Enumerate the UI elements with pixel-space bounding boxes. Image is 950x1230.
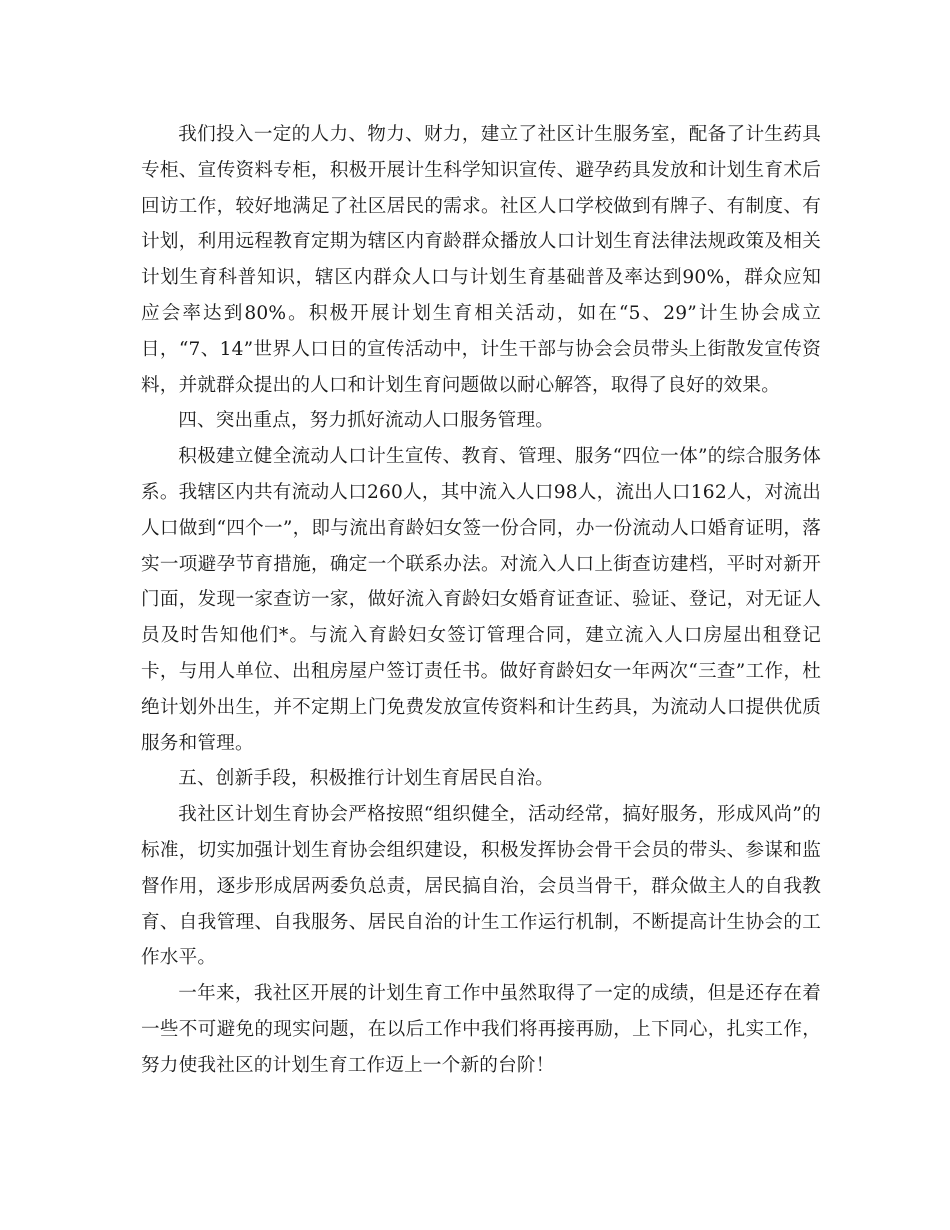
paragraph-conclusion: 一年来，我社区开展的计划生育工作中虽然取得了一定的成绩，但是还存在着一些不可避免的现实问题，在以后工作中我们将再接再励，上下同心，扎实工作，努力使我社区的计划生育工作迈上一个新的台阶！ [141, 983, 821, 1076]
heading-section-four: 四、突出重点，努力抓好流动人口服务管理。 [178, 410, 555, 432]
paragraph-service-room: 我们投入一定的人力、物力、财力，建立了社区计生服务室，配备了计生药具专柜、宣传资料专柜，积极开展计生科学知识宣传、避孕药具发放和计划生育术后回访工作，较好地满足了社区居民的需求。社区人口学校做到有牌子、有制度、有计划，利用远程教育定期为辖区内育龄群众播放人口计划生育法律法规政策及相关计划生育科普知识，辖区内群众人口与计划生育基础普及率达到90%，群众应知应会率达到80%。积极开展计划生育相关活动，如在“5、29”计生协会成立日，“7、14”世界人口日的宣传活动中，计生干部与协会会员带头上街散发宣传资料，并就群众提出的人口和计划生育问题做以耐心解答，取得了良好的效果。 [141, 124, 821, 396]
paragraph-floating-population: 积极建立健全流动人口计生宣传、教育、管理、服务“四位一体”的综合服务体系。我辖区内共有流动人口260人，其中流入人口98人，流出人口162人，对流出人口做到“四个一”，即与流出育龄妇女签一份合同，办一份流动人口婚育证明，落实一项避孕节育措施，确定一个联系办法。对流入人口上街查访建档，平时对新开门面，发现一家查访一家，做好流入育龄妇女婚育证查证、验证、登记，对无证人员及时告知他们*。与流入育龄妇女签订管理合同，建立流入人口房屋出租登记卡，与用人单位、出租房屋户签订责任书。做好育龄妇女一年两次“三查”工作，杜绝计划外出生，并不定期上门免费发放宣传资料和计生药具，为流动人口提供优质服务和管理。 [141, 446, 821, 754]
paragraph-resident-autonomy: 我社区计划生育协会严格按照“组织健全，活动经常，搞好服务，形成风尚”的标准，切实加强计划生育协会组织建设，积极发挥协会骨干会员的带头、参谋和监督作用，逐步形成居两委负总责，居民搞自治，会员当骨干，群众做主人的自我教育、自我管理、自我服务、居民自治的计生工作运行机制，不断提高计生协会的工作水平。 [141, 804, 821, 969]
heading-section-five: 五、创新手段，积极推行计划生育居民自治。 [178, 768, 555, 790]
document-body [141, 117, 821, 1084]
